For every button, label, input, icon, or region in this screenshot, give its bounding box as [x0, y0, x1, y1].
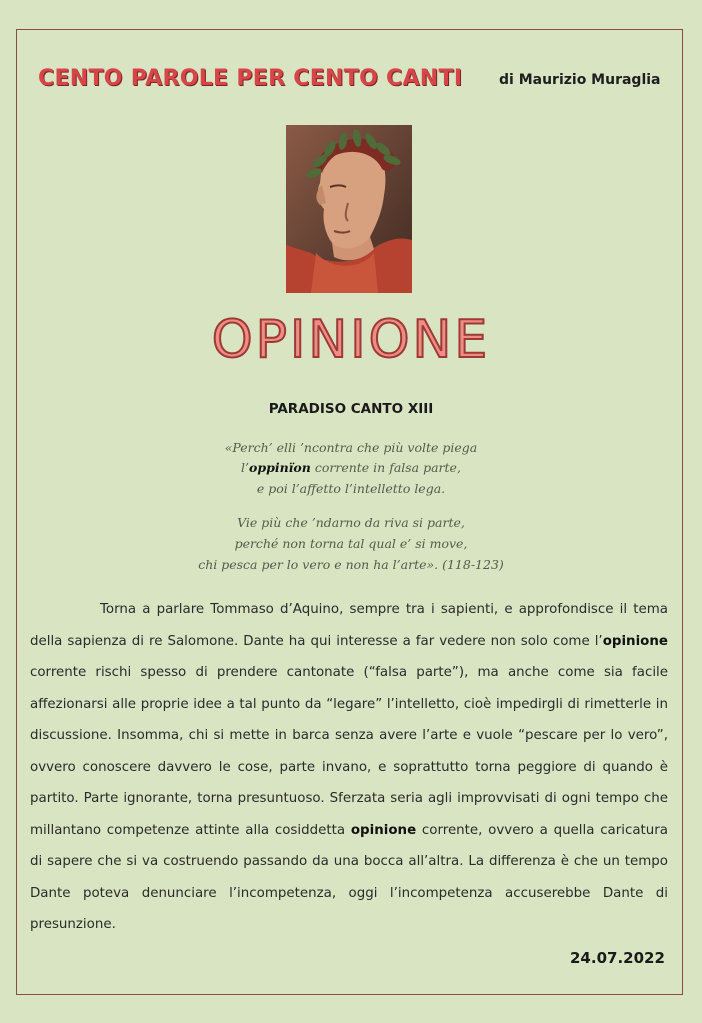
headword-title: OPINIONE [211, 310, 491, 370]
publication-date: 24.07.2022 [570, 949, 665, 967]
verse-line-6: chi pesca per lo vero e non ha l’arte». (118-123) [198, 557, 504, 572]
verse-line-4: Vie più che ’ndarno da riva si parte, [237, 515, 465, 530]
verse-line-3: e poi l’affetto l’intelletto lega. [256, 481, 446, 496]
commentary-paragraph [30, 594, 668, 941]
commentary-part-3: corrente, ovvero a quella caricatura di sapere che si va costruendo passando da una bocca all’altra. La differenza è che un tempo Dante poteva denunciare l’incompetenza, oggi l’incompetenza accuserebbe Dante di presunzione. [30, 822, 668, 932]
canto-reference: PARADISO CANTO XIII [268, 401, 434, 417]
verse-line-5: perché non torna tal qual e’ si move, [234, 536, 468, 551]
verse-line-2 [0, 460, 702, 475]
verse-line-1: «Perch’ elli ’ncontra che più volte piega [224, 440, 478, 455]
dante-portrait-icon [286, 125, 412, 293]
keyword-opinione: opinione [602, 633, 668, 649]
author-credit: di Maurizio Muraglia [499, 72, 661, 88]
commentary-part-1: Torna a parlare Tommaso d’Aquino, sempre tra i sapienti, e approfondisce il tema della sapienza di re Salomone. Dante ha qui interesse a far vedere non solo come l’ [30, 602, 668, 649]
verse-keyword: oppinïon [249, 460, 311, 475]
verse-line-2-post: corrente in falsa parte, [310, 460, 461, 475]
verse-line-2-pre: l’ [241, 460, 250, 475]
commentary-part-2: corrente rischi spesso di prendere cantonate (“falsa parte”), ma anche come sia facile affezionarsi alle proprie idee a tal punto da “legare” l’intelletto, cioè impedirgli di rimetterle in discussione. Insomma, chi si mette in barca senza avere l’arte e vuole “pescare per lo vero”, ovvero conoscere davvero le cose, parte invano, e soprattutto torna peggiore di quando è partito. Parte ignorante, torna presuntuoso. Sferzata seria agli improvvisati di ogni tempo che millantano competenze attinte alla cosiddetta [30, 665, 668, 838]
keyword-opinione: opinione [350, 822, 417, 838]
series-title: CENTO PAROLE PER CENTO CANTI [38, 66, 463, 91]
